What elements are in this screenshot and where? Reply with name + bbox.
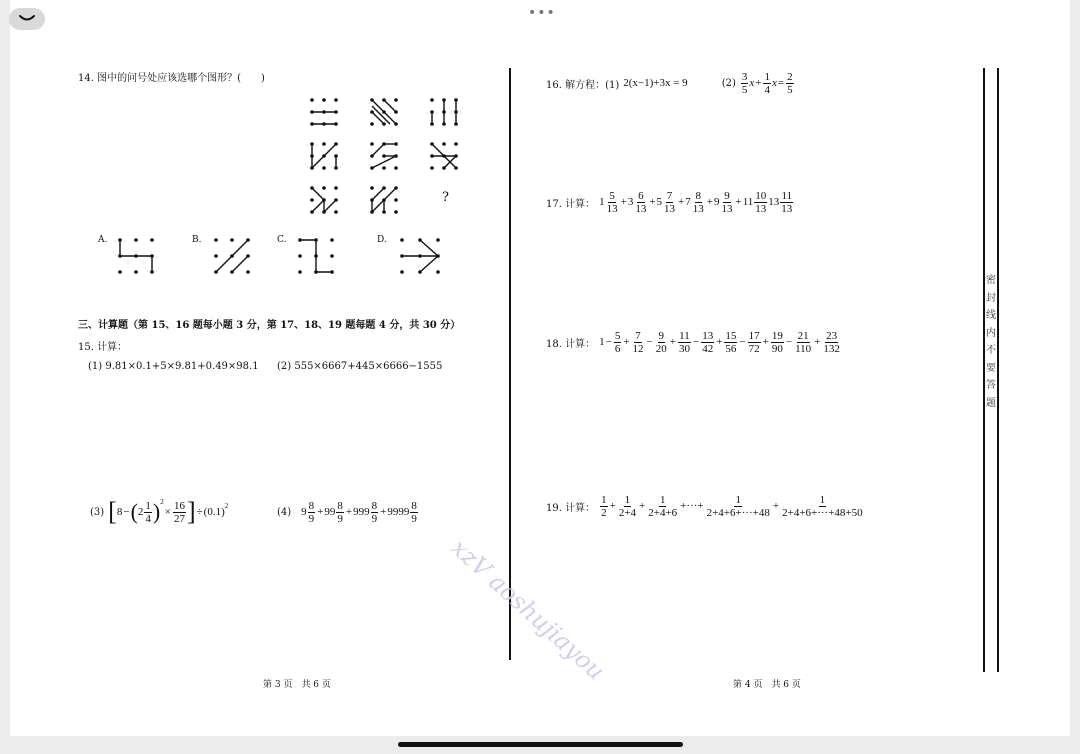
option-a-figure <box>112 232 162 280</box>
pattern-cell-4 <box>310 142 338 170</box>
left-page-footer: 第 3 页 共 6 页 <box>263 680 331 690</box>
q15-part-1: (1) 9.81×0.1+5×9.81+0.49×98.1 <box>88 361 259 372</box>
binding-margin-text: 密封线内不要答题 <box>986 275 996 409</box>
option-d-figure <box>394 232 450 280</box>
option-b-label: B. <box>192 235 202 245</box>
q17: 17. 计算： 1 $\frac{5}{13}$ + 3 $\frac{6}{13}$ + 5 $\frac{7}{13}$ + 7 $\frac{8}{13}$ + 9 $\frac{9}{13}$ + 11 $\frac{10}{13}$ 13 $\frac{11}{13}$ <box>546 189 793 215</box>
pattern-cell-8 <box>370 186 398 214</box>
chevron-down-icon <box>18 14 36 24</box>
pattern-cell-1 <box>310 98 338 126</box>
q16-equation-1: 2(x−1)+3x = 9 <box>623 77 688 89</box>
option-b-figure <box>208 232 258 280</box>
q15-part-2: (2) 555×6667+445×6666−1555 <box>277 361 443 372</box>
pattern-cell-7 <box>310 186 338 214</box>
pattern-cell-5 <box>370 142 398 170</box>
option-d-label: D. <box>377 235 387 245</box>
pattern-cell-6 <box>430 142 458 170</box>
q14-text: 14. 图中的问号处应该选哪个图形？( ) <box>78 73 265 84</box>
option-c-figure <box>292 232 342 280</box>
q14-question-mark: ? <box>442 190 449 205</box>
section-3-title: 三、计算题（第 15、16 题每小题 3 分，第 17、18、19 题每题 4 分，共 30 分） <box>78 320 461 331</box>
collapse-button[interactable] <box>9 8 45 30</box>
q19: 19. 计算： $\frac{1}{2}$ + $\frac{1}{2+4}$ + $\frac{1}{2+4+6}$ +···+ $\frac{1}{2+4+6+\cdot\cdot\cdot+48}$ + $\frac{1}{2+4+6+\cdot\cdot\cdot+48+50}$ <box>546 493 863 519</box>
q18: 18. 计算： 1 − $\frac{5}{6}$ + $\frac{7}{12}$ − $\frac{9}{20}$ + $\frac{11}{30}$ − $\frac{13}{42}$ + $\frac{15}{56}$ − $\frac{17}{72}$ + $\frac{19}{90}$ − $\frac{21}{110}$ + $\frac{23}{132}$ <box>546 329 840 355</box>
watermark: xzV aoshujiayou <box>445 533 611 686</box>
more-dots-icon[interactable]: ••• <box>528 5 556 21</box>
q16: 16. 解方程：(1) 2(x−1)+3x = 9 (2) $\frac{3}{5}$ x + $\frac{1}{4}$ x = $\frac{2}{5}$ <box>546 70 793 96</box>
right-page-footer: 第 4 页 共 6 页 <box>733 680 801 690</box>
home-indicator[interactable] <box>398 742 683 747</box>
page-divider <box>509 68 511 660</box>
binding-line-right <box>997 68 999 672</box>
pattern-cell-3 <box>430 98 458 126</box>
option-c-label: C. <box>277 235 287 245</box>
option-a-label: A. <box>98 235 108 245</box>
pattern-cell-2 <box>370 98 398 126</box>
q15-part-3: (3) [ 8 − ( 2 $\frac{1}{4}$ ) $^2$ × $\frac{16}{27}$ ] ÷ (0.1) $^2$ <box>90 497 229 526</box>
q15-label: 15. 计算： <box>78 342 128 353</box>
q15-part-4: (4) 9 $\frac{8}{9}$ + 99 $\frac{8}{9}$ + 999 $\frac{8}{9}$ + 9999 $\frac{8}{9}$ <box>277 499 417 525</box>
